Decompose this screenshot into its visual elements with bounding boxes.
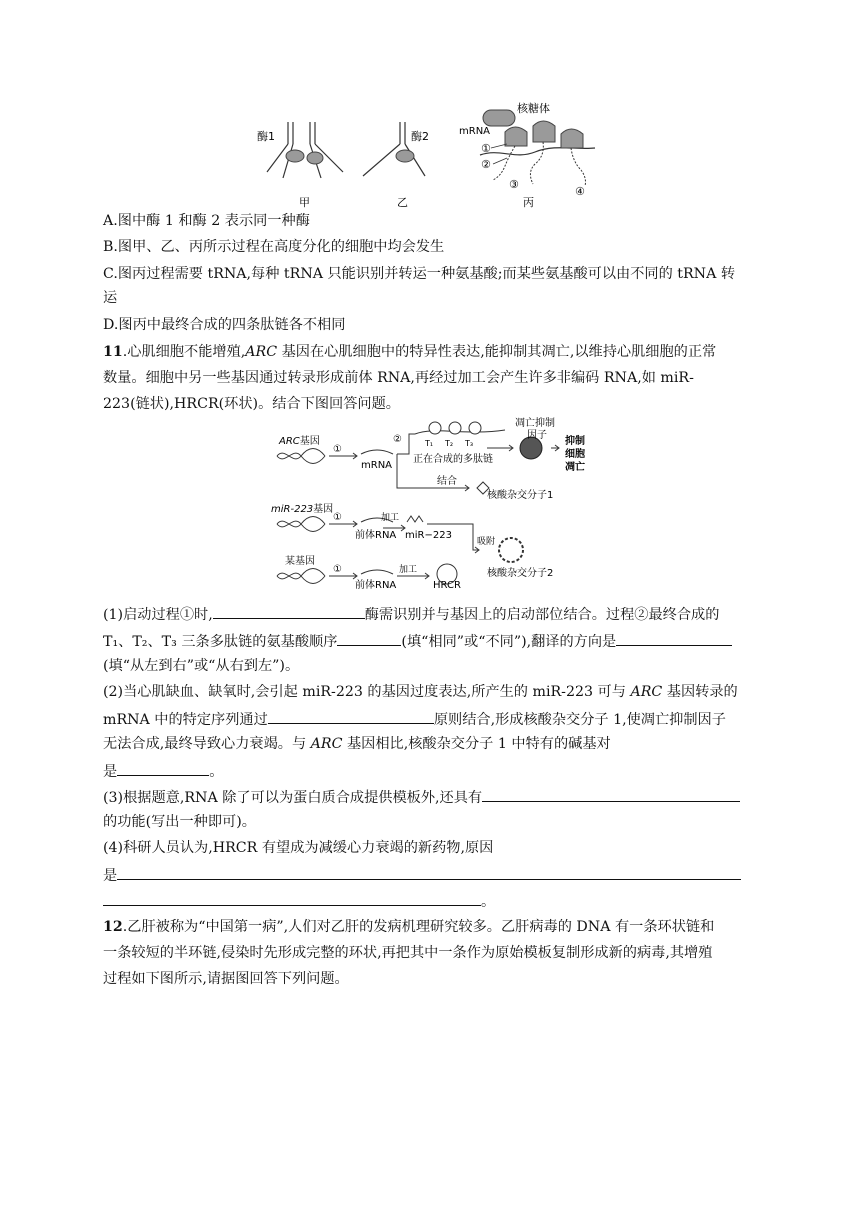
ribosome-shape [533,121,555,142]
hybrid2-label: 核酸杂交分子2 [487,568,554,579]
enzyme2-shape [396,150,414,162]
label-yi: 乙 [397,196,408,209]
leader-line [493,158,507,164]
precursor-label-2: 前体RNA [355,580,397,590]
answer-blank[interactable] [117,864,741,880]
hybrid1-label: 核酸杂交分子1 [487,490,554,501]
answer-blank[interactable] [616,630,732,646]
q11-part4-line2: 是 [103,864,741,886]
t1-label: T₁ [425,439,434,448]
label-bing: 丙 [523,196,534,209]
t2-label: T₂ [445,439,454,448]
circle-4: ④ [575,185,585,198]
option-b: B.图甲、乙、丙所示过程在高度分化的细胞中均会发生 [103,239,445,255]
arc-gene-label: ARC基因 [279,436,320,447]
some-gene-label: 某基因 [285,556,315,567]
circle-2: ② [481,158,491,171]
answer-blank[interactable] [337,630,401,646]
adsorb-label: 吸附 [477,537,496,547]
inhibit-label-2: 细胞 [565,449,585,460]
q11-part4-line1: (4)科研人员认为,HRCR 有望成为减缓心力衰竭的新药物,原因 [103,840,494,856]
hybrid2-shape [499,538,523,562]
ribosome-label: 核糖体 [517,102,550,115]
bind-label: 结合 [437,476,457,487]
option-d: D.图丙中最终合成的四条肽链各不相同 [103,317,346,333]
ribosome-shape [505,127,527,146]
q12-line2: 一条较短的半环链,侵染时先形成完整的环状,再把其中一条作为原始模板复制形成新的病毒,其增殖 [103,945,713,961]
q12-line1: 12.乙肝被称为“中国第一病”,人们对乙肝的发病机理研究较多。乙肝病毒的 DNA 有一条环状链和 [103,919,715,935]
process-label: 加工 [381,513,400,523]
enzyme1-label: 酶1 [257,130,275,143]
answer-blank[interactable] [213,603,365,619]
precursor-label: 前体RNA [355,530,397,541]
q11-part2-line1: (2)当心肌缺血、缺氧时,会引起 miR-223 的基因过度表达,所产生的 miR-223 可与 ARC 基因转录的 [103,684,738,700]
answer-blank[interactable] [482,786,740,802]
mir223-shape [407,516,423,522]
q11-part3-line2: 的功能(写出一种即可)。 [103,814,256,830]
process-2-marker: ② [393,434,402,445]
mrna-label: mRNA [361,460,393,471]
q11-intro-line1: 11.心肌细胞不能增殖,ARC 基因在心肌细胞中的特异性表达,能抑制其凋亡,以维持心肌细胞的正常 [103,344,717,360]
ribosome-shape [449,422,461,434]
figure-enzyme-translation [255,100,605,212]
enzyme2-label: 酶2 [411,130,429,143]
t3-label: T₃ [465,439,474,448]
q11-part3-line1: (3)根据题意,RNA 除了可以为蛋白质合成提供模板外,还具有 [103,786,740,808]
peptide-label: 正在合成的多肽链 [413,454,493,465]
answer-blank[interactable] [117,760,209,776]
q11-number: 11 [103,344,123,360]
factor-label-cont: 因子 [527,430,547,441]
figure-jia-replication [267,122,343,178]
process-1-marker-3: ① [333,564,342,575]
q11-part1-line1: (1)启动过程①时, 酶需识别并与基因上的启动部位结合。过程②最终合成的 [103,603,719,625]
q11-intro-line2: 数量。细胞中另一些基因通过转录形成前体 RNA,再经过加工会产生许多非编码 RNA,如 miR- [103,370,694,386]
process-1-marker: ① [333,444,342,455]
process-label-2: 加工 [399,565,418,575]
q11-part1-line3: (填“从左到右”或“从右到左”)。 [103,658,300,674]
inhibit-label: 抑制 [565,436,585,447]
circle-1: ① [481,142,491,155]
answer-blank[interactable] [103,890,481,906]
mir-gene-label: miR-223基因 [271,504,334,515]
answer-blank[interactable] [268,708,434,724]
ribosome-shape [429,422,441,434]
option-c-cont: 运 [103,290,118,306]
q11-part1-line2: T₁、T₂、T₃ 三条多肽链的氨基酸顺序 (填“相同”或“不同”),翻译的方向是 [103,630,732,652]
q11-part2-line2: mRNA 中的特定序列通过 原则结合,形成核酸杂交分子 1,使凋亡抑制因子 [103,708,726,730]
mrna-label: mRNA [459,126,491,137]
q11-part4-line3: 。 [103,890,495,912]
enzyme1-shape [286,150,304,162]
q11-part2-line3: 无法合成,最终导致心力衰竭。与 ARC 基因相比,核酸杂交分子 1 中特有的碱基对 [103,736,611,752]
q12-line3: 过程如下图所示,请据图回答下列问题。 [103,971,349,987]
factor-label: 凋亡抑制 [515,418,555,429]
enzyme-shape [307,152,323,164]
peptide-chains [493,142,586,186]
label-jia: 甲 [299,196,310,209]
q12-number: 12 [103,919,123,935]
mir223-label: miR−223 [405,530,452,541]
option-a: A.图中酶 1 和酶 2 表示同一种酶 [103,213,310,229]
q11-part2-line4: 是 。 [103,760,223,782]
hrcr-label: HRCR [433,580,461,590]
process-1-marker-2: ① [333,512,342,523]
mrna-strand [480,148,595,155]
option-c: C.图丙过程需要 tRNA,每种 tRNA 只能识别并转运一种氨基酸;而某些氨基酸可以由不同的 tRNA 转 [103,266,736,282]
q11-intro-line3: 223(链状),HRCR(环状)。结合下图回答问题。 [103,396,400,412]
ribosome-shape [483,110,515,126]
ribosome-shape [469,422,481,434]
ribosome-shape [561,129,583,148]
inhibit-label-3: 凋亡 [565,462,585,473]
circle-3: ③ [509,178,519,191]
figure-arc-mir223-hrcr [265,414,615,590]
